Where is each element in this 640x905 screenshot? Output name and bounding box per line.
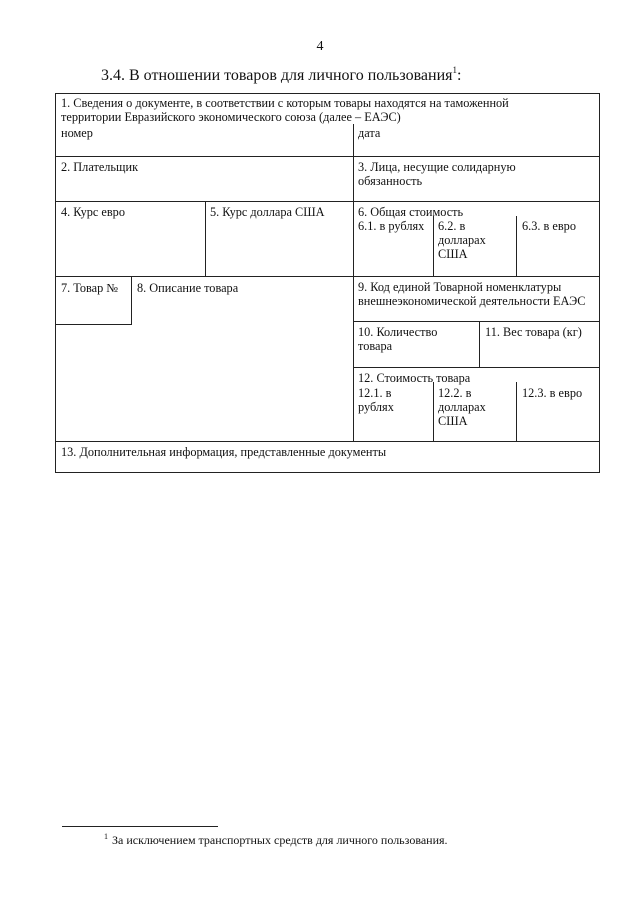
table-border-left: [55, 93, 56, 473]
field-12-item-value: 12. Стоимость товара: [358, 371, 471, 385]
table-border-right: [599, 93, 600, 473]
field-1-number: номер: [61, 126, 93, 140]
footnote-mark: 1: [104, 832, 108, 841]
field-13-additional-info: 13. Дополнительная информация, представленные документы: [61, 445, 387, 459]
title-colon: :: [457, 67, 462, 84]
field-4-euro-rate: 4. Курс евро: [61, 205, 125, 219]
field-1-document-info: 1. Сведения о документе, в соответствии с которым товары находятся на таможенной территории Евразийского экономического союза (далее – ЕАЭС): [61, 96, 509, 124]
field-1-date: дата: [358, 126, 381, 140]
row-divider-3: [55, 276, 600, 277]
page-number: 4: [316, 39, 324, 54]
col-divider-total-usd: [433, 216, 434, 277]
col-divider-date: [353, 124, 354, 157]
field-6-2-dollars: 6.2. в долларах США: [438, 219, 486, 261]
row-divider-2: [55, 201, 600, 202]
section-title-text: 3.4. В отношении товаров для личного пользования: [101, 67, 453, 84]
table-border-bottom: [55, 472, 600, 473]
field-6-total-value: 6. Общая стоимость: [358, 205, 464, 219]
field-12-1-rubles: 12.1. в рублях: [358, 386, 394, 414]
field-10-quantity: 10. Количество товара: [358, 325, 438, 353]
footnote-reference: 1: [452, 65, 457, 75]
field-8-description: 8. Описание товара: [137, 281, 239, 295]
code-cell-bottom: [353, 321, 600, 322]
field-9-tnved-code: 9. Код единой Товарной номенклатуры внешнеэкономической деятельности ЕАЭС: [358, 280, 586, 308]
quantity-cell-bottom: [353, 367, 600, 368]
col-divider-rates: [205, 201, 206, 277]
field-7-item-number: 7. Товар №: [61, 281, 119, 295]
col-divider-cost-usd: [433, 382, 434, 442]
field-2-payer: 2. Плательщик: [61, 160, 139, 174]
field-12-3-euro: 12.3. в евро: [522, 386, 583, 400]
col-divider-item-number: [131, 276, 132, 325]
row-divider-4: [55, 441, 600, 442]
col-divider-description: [353, 276, 354, 442]
field-3-joint-liability: 3. Лица, несущие солидарную обязанность: [358, 160, 516, 188]
field-6-3-euro: 6.3. в евро: [522, 219, 576, 233]
col-divider-cost-eur: [516, 382, 517, 442]
col-divider-payer: [353, 156, 354, 202]
row-divider-1: [55, 156, 600, 157]
item-number-cell-bottom: [55, 324, 131, 325]
col-divider-total: [353, 201, 354, 277]
col-divider-total-eur: [516, 216, 517, 277]
footnote: [104, 832, 448, 848]
field-11-weight: 11. Вес товара (кг): [485, 325, 582, 339]
col-divider-weight: [479, 321, 480, 368]
field-12-2-dollars: 12.2. в долларах США: [438, 386, 486, 428]
field-5-usd-rate: 5. Курс доллара США: [210, 205, 325, 219]
field-6-1-rubles: 6.1. в рублях: [358, 219, 425, 233]
footnote-text: За исключением транспортных средств для личного пользования.: [112, 833, 448, 847]
footnote-separator: [62, 826, 218, 827]
section-title: [101, 65, 461, 85]
table-border-top: [55, 93, 600, 94]
